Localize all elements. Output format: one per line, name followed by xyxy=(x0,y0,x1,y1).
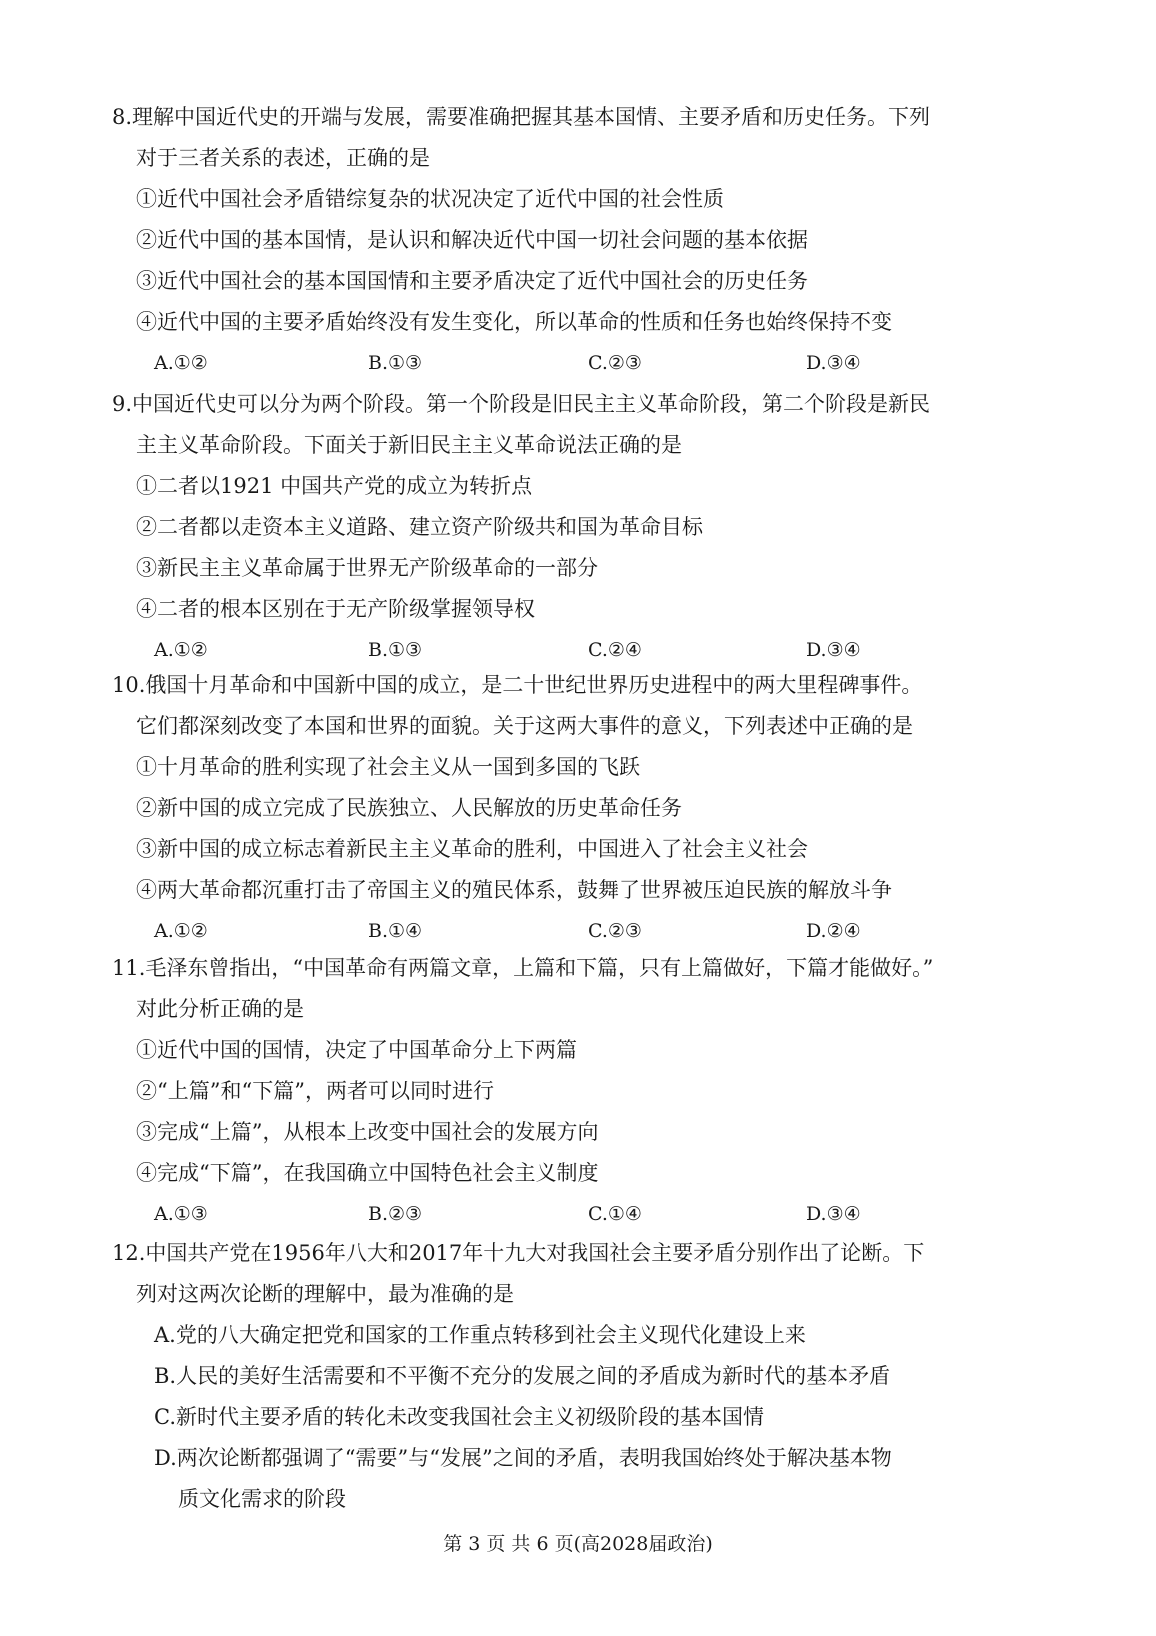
statement-2: ②新中国的成立完成了民族独立、人民解放的历史革命任务 xyxy=(136,796,682,820)
question-9 xyxy=(112,384,1012,671)
option-b: B.人民的美好生活需要和不平衡不充分的发展之间的矛盾成为新时代的基本矛盾 xyxy=(154,1364,891,1388)
statement-2: ②“上篇”和“下篇”，两者可以同时进行 xyxy=(136,1079,494,1103)
question-stem-line: 11.毛泽东曾指出，“中国革命有两篇文章，上篇和下篇，只有上篇做好，下篇才能做好。” xyxy=(112,956,934,980)
question-11 xyxy=(112,948,1012,1235)
option-c: C.②③ xyxy=(588,352,642,374)
statement-1: ①二者以1921 中国共产党的成立为转折点 xyxy=(136,474,533,498)
option-a: A.①② xyxy=(154,639,208,661)
question-stem-line: 8.理解中国近代史的开端与发展，需要准确把握其基本国情、主要矛盾和历史任务。下列 xyxy=(112,105,931,129)
question-stem-line: 12.中国共产党在1956年八大和2017年十九大对我国社会主要矛盾分别作出了论断。下 xyxy=(112,1241,925,1265)
statement-4: ④二者的根本区别在于无产阶级掌握领导权 xyxy=(136,597,535,621)
question-stem-line: 列对这两次论断的理解中，最为准确的是 xyxy=(136,1282,514,1306)
statement-1: ①近代中国社会矛盾错综复杂的状况决定了近代中国的社会性质 xyxy=(136,187,724,211)
statement-2: ②二者都以走资本主义道路、建立资产阶级共和国为革命目标 xyxy=(136,515,703,539)
option-d-continuation: 质文化需求的阶段 xyxy=(178,1487,346,1511)
option-c: C.②③ xyxy=(588,920,642,942)
statement-3: ③完成“上篇”，从根本上改变中国社会的发展方向 xyxy=(136,1120,599,1144)
question-10 xyxy=(112,665,1012,952)
question-12 xyxy=(112,1233,1012,1520)
question-stem-line: 它们都深刻改变了本国和世界的面貌。关于这两大事件的意义，下列表述中正确的是 xyxy=(136,714,913,738)
option-c: C.新时代主要矛盾的转化未改变我国社会主义初级阶段的基本国情 xyxy=(154,1405,764,1429)
option-d: D.③④ xyxy=(806,639,861,661)
option-c: C.②④ xyxy=(588,639,642,661)
option-a: A.①② xyxy=(154,920,208,942)
statement-1: ①十月革命的胜利实现了社会主义从一国到多国的飞跃 xyxy=(136,755,640,779)
statement-2: ②近代中国的基本国情，是认识和解决近代中国一切社会问题的基本依据 xyxy=(136,228,808,252)
option-d: D.②④ xyxy=(806,920,861,942)
question-stem-line: 10.俄国十月革命和中国新中国的成立，是二十世纪世界历史进程中的两大里程碑事件。 xyxy=(112,673,923,697)
option-b: B.①③ xyxy=(368,639,423,661)
option-b: B.②③ xyxy=(368,1203,423,1225)
option-b: B.①③ xyxy=(368,352,423,374)
question-stem-line: 9.中国近代史可以分为两个阶段。第一个阶段是旧民主主义革命阶段，第二个阶段是新民 xyxy=(112,392,931,416)
statement-4: ④近代中国的主要矛盾始终没有发生变化，所以革命的性质和任务也始终保持不变 xyxy=(136,310,892,334)
option-c: C.①④ xyxy=(588,1203,642,1225)
question-stem-line: 对于三者关系的表述，正确的是 xyxy=(136,146,430,170)
answer-options xyxy=(112,343,1012,384)
option-d: D.③④ xyxy=(806,1203,861,1225)
option-a: A.党的八大确定把党和国家的工作重点转移到社会主义现代化建设上来 xyxy=(154,1323,806,1347)
question-stem-line: 主主义革命阶段。下面关于新旧民主主义革命说法正确的是 xyxy=(136,433,682,457)
statement-1: ①近代中国的国情，决定了中国革命分上下两篇 xyxy=(136,1038,577,1062)
option-d: D.两次论断都强调了“需要”与“发展”之间的矛盾，表明我国始终处于解决基本物 xyxy=(154,1446,892,1470)
statement-4: ④完成“下篇”，在我国确立中国特色社会主义制度 xyxy=(136,1161,599,1185)
answer-options xyxy=(112,1194,1012,1235)
question-stem-line: 对此分析正确的是 xyxy=(136,997,304,1021)
option-a: A.①② xyxy=(154,352,208,374)
statement-4: ④两大革命都沉重打击了帝国主义的殖民体系，鼓舞了世界被压迫民族的解放斗争 xyxy=(136,878,892,902)
statement-3: ③新中国的成立标志着新民主主义革命的胜利，中国进入了社会主义社会 xyxy=(136,837,808,861)
statement-3: ③新民主主义革命属于世界无产阶级革命的一部分 xyxy=(136,556,598,580)
question-8 xyxy=(112,97,1012,384)
option-b: B.①④ xyxy=(368,920,423,942)
option-a: A.①③ xyxy=(154,1203,208,1225)
statement-3: ③近代中国社会的基本国国情和主要矛盾决定了近代中国社会的历史任务 xyxy=(136,269,808,293)
option-d: D.③④ xyxy=(806,352,861,374)
answer-options xyxy=(112,911,1012,952)
page-footer: 第 3 页 共 6 页(高2028届政治) xyxy=(443,1533,713,1555)
